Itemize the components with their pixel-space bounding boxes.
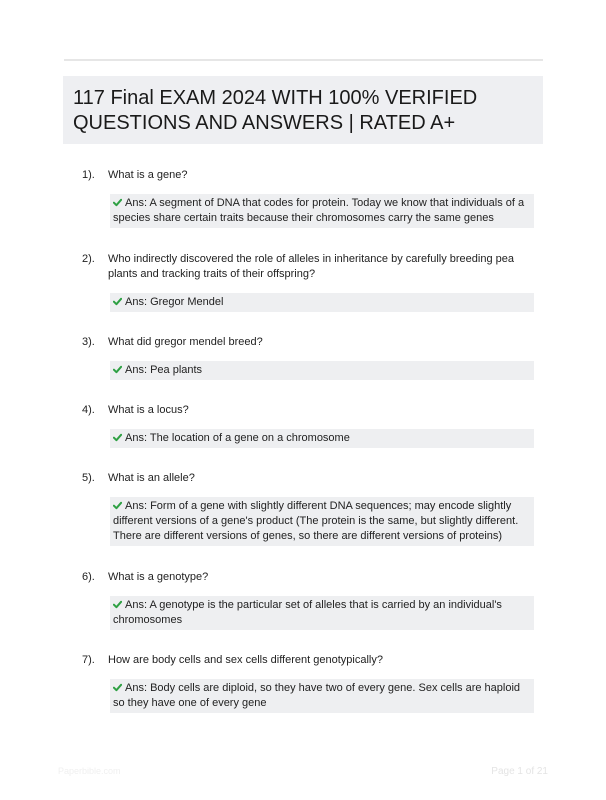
- answer-text: Form of a gene with slightly different DNA sequences; may encode slightly different versions of a gene's product (The protein is the same, but slightly different. There are different versions of genes, so there are different versions of proteins): [113, 500, 519, 542]
- checkmark-icon: [113, 297, 122, 306]
- question-text: What is a genotype?: [108, 571, 209, 583]
- answer-box: [110, 429, 534, 448]
- answer-box: [110, 497, 534, 546]
- answer-prefix: Ans:: [125, 599, 150, 611]
- question-text: What is a locus?: [108, 404, 189, 416]
- checkmark-icon: [113, 600, 122, 609]
- question-number: 3).: [82, 336, 95, 348]
- checkmark-icon: [113, 198, 122, 207]
- answer-box: [110, 679, 534, 713]
- question-number: 2).: [82, 253, 95, 265]
- answer-prefix: Ans:: [125, 682, 151, 694]
- answer-box: [110, 194, 534, 228]
- footer-watermark: Paperbible.com: [58, 766, 121, 776]
- question-text: Who indirectly discovered the role of alleles in inheritance by carefully breeding pea plants and tracking traits of their offspring?: [108, 253, 515, 280]
- question-text: What did gregor mendel breed?: [108, 336, 263, 348]
- checkmark-icon: [113, 501, 122, 510]
- question-number: 1).: [82, 169, 95, 181]
- question-text: What is an allele?: [108, 472, 195, 484]
- question-text: How are body cells and sex cells different genotypically?: [108, 654, 383, 666]
- answer-text: A segment of DNA that codes for protein. Today we know that individuals of a species share certain traits because their chromosomes carry the same genes: [113, 197, 525, 224]
- answer-prefix: Ans:: [125, 296, 151, 308]
- answer-box: [110, 293, 534, 312]
- question-number: 6).: [82, 571, 95, 583]
- page-number: Page 1 of 21: [491, 766, 548, 777]
- checkmark-icon: [113, 365, 122, 374]
- answer-text: Body cells are diploid, so they have two of every gene. Sex cells are haploid so they have one of every gene: [113, 682, 521, 709]
- answer-prefix: Ans:: [125, 197, 150, 209]
- question-number: 5).: [82, 472, 95, 484]
- answer-text: Pea plants: [150, 364, 203, 376]
- page-title: 117 Final EXAM 2024 WITH 100% VERIFIED QUESTIONS AND ANSWERS | RATED A+: [73, 87, 478, 134]
- question-number: 4).: [82, 404, 95, 416]
- checkmark-icon: [113, 683, 122, 692]
- title-box: [63, 76, 543, 144]
- question-text: What is a gene?: [108, 169, 188, 181]
- answer-box: [110, 596, 534, 630]
- answer-text: A genotype is the particular set of alleles that is carried by an individual's chromosomes: [113, 599, 502, 626]
- answer-box: [110, 361, 534, 380]
- answer-prefix: Ans:: [125, 364, 151, 376]
- answer-prefix: Ans:: [125, 432, 150, 444]
- answer-text: Gregor Mendel: [150, 296, 224, 308]
- answer-prefix: Ans:: [125, 500, 151, 512]
- top-rule: [64, 59, 543, 61]
- answer-text: The location of a gene on a chromosome: [149, 432, 350, 444]
- question-number: 7).: [82, 654, 95, 666]
- checkmark-icon: [113, 433, 122, 442]
